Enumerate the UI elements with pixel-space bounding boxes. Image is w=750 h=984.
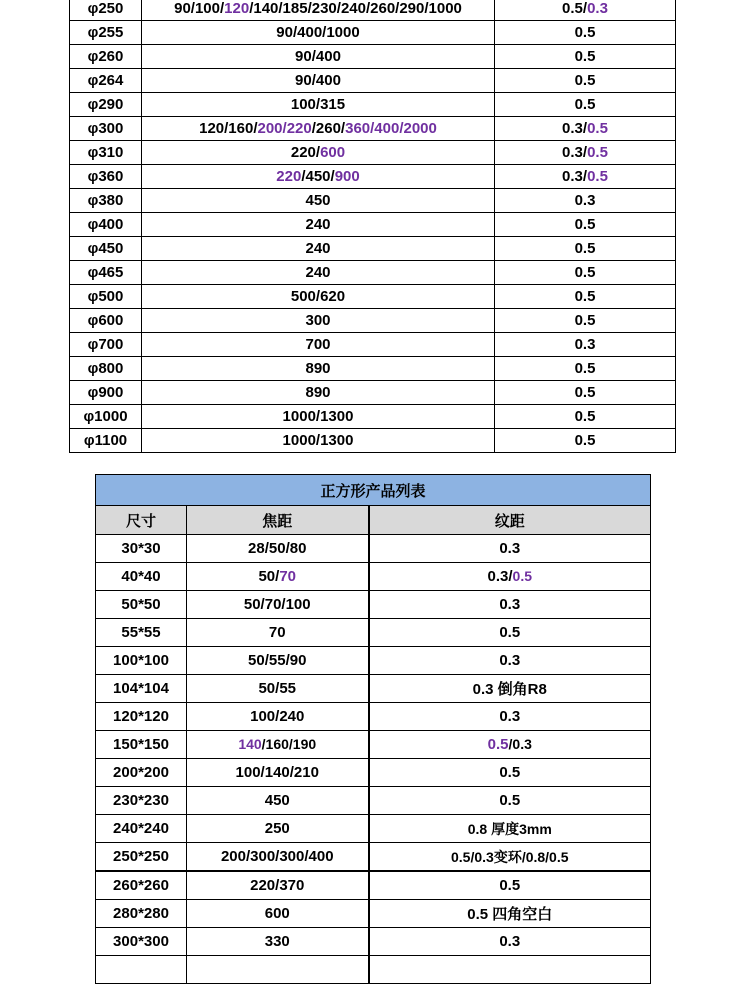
cell-text-segment: 140: [238, 736, 262, 752]
focal-cell: [142, 381, 495, 405]
size-cell: φ465: [70, 261, 142, 285]
pitch-cell: [495, 357, 676, 381]
cell-text-segment: 0.3/: [562, 144, 588, 161]
cell-text-segment: 0.5/0.3变环/0.8/0.5: [451, 848, 569, 865]
pitch-cell: [495, 165, 676, 189]
square-table-title: 正方形产品列表: [96, 475, 651, 506]
cell-text-segment: 700: [305, 336, 331, 353]
cell-text-segment: 0.5: [574, 408, 596, 425]
pitch-cell: [495, 237, 676, 261]
cell-text-segment: 240: [305, 264, 331, 281]
table-row: [70, 93, 676, 117]
cell-text-segment: 1000/1300: [282, 432, 354, 449]
cell-text-segment: 0.5: [574, 96, 596, 113]
cell-text-segment: 890: [305, 360, 331, 377]
table-row: [96, 703, 651, 731]
pitch-cell: [369, 815, 651, 843]
size-cell: φ600: [70, 309, 142, 333]
square-table-header-row: [96, 506, 651, 535]
focal-cell: [187, 871, 369, 900]
square-table-body: [96, 475, 651, 984]
cell-text-segment: 28/50/80: [248, 540, 307, 557]
pitch-cell: [369, 535, 651, 563]
focal-cell: [187, 591, 369, 619]
focal-cell: [142, 69, 495, 93]
cell-text-segment: 0.3: [499, 652, 521, 669]
cell-text-segment: /260/: [311, 120, 346, 137]
size-cell: 50*50: [96, 591, 187, 619]
table-row: [70, 45, 676, 69]
focal-cell: [187, 928, 369, 956]
cell-text-segment: 0.3 倒角R8: [472, 681, 547, 698]
cell-text-segment: 0.5: [512, 568, 533, 584]
table-row: [70, 69, 676, 93]
cell-text-segment: 0.5: [574, 48, 596, 65]
cell-text-segment: 0.5: [499, 792, 521, 809]
table-row: [70, 117, 676, 141]
table-row: [70, 261, 676, 285]
cell-text-segment: 450: [305, 192, 331, 209]
table-row: [70, 165, 676, 189]
cell-text-segment: 0.5: [574, 264, 596, 281]
cell-text-segment: 120/160/: [199, 120, 258, 137]
cell-text-segment: 0.5: [574, 312, 596, 329]
cell-text-segment: 900: [334, 168, 360, 185]
table-row: [96, 900, 651, 928]
focal-cell: [142, 0, 495, 21]
pitch-cell: [369, 619, 651, 647]
size-cell: 104*104: [96, 675, 187, 703]
table-row: [96, 731, 651, 759]
size-cell: 240*240: [96, 815, 187, 843]
table-row: [96, 563, 651, 591]
table-row: [96, 591, 651, 619]
focal-cell: [142, 189, 495, 213]
table-row: [70, 333, 676, 357]
cell-text-segment: 50/70/100: [243, 596, 311, 613]
pitch-cell: [495, 117, 676, 141]
cell-text-segment: 200/220: [257, 120, 312, 137]
table-row: [96, 843, 651, 872]
cell-text-segment: 0.3/: [487, 568, 513, 585]
focal-cell: [142, 213, 495, 237]
focal-cell: [142, 405, 495, 429]
cell-text-segment: 240: [305, 216, 331, 233]
size-cell: φ290: [70, 93, 142, 117]
cell-text-segment: 0.5/: [562, 0, 588, 17]
size-cell: 260*260: [96, 871, 187, 900]
size-cell: 40*40: [96, 563, 187, 591]
focal-cell: [142, 141, 495, 165]
focal-cell: [187, 787, 369, 815]
size-cell: φ1000: [70, 405, 142, 429]
cell-text-segment: 1000/1300: [282, 408, 354, 425]
cell-text-segment: 200/300/300/400: [220, 848, 334, 865]
pitch-cell: [369, 675, 651, 703]
pitch-cell: [369, 900, 651, 928]
size-cell: 150*150: [96, 731, 187, 759]
focal-cell: [142, 357, 495, 381]
cell-text-segment: 50/55/90: [248, 652, 307, 669]
table-row: [70, 309, 676, 333]
cell-text-segment: 90/400/1000: [276, 24, 360, 41]
size-cell: 30*30: [96, 535, 187, 563]
cell-text-segment: 0.3: [499, 540, 521, 557]
cell-text-segment: 70: [279, 568, 297, 585]
cell-text-segment: 100/140/210: [235, 764, 319, 781]
size-cell: φ255: [70, 21, 142, 45]
cell-text-segment: 0.5: [574, 240, 596, 257]
square-table-title-row: [96, 475, 651, 506]
focal-cell: [142, 237, 495, 261]
focal-cell: [142, 165, 495, 189]
focal-cell: [187, 619, 369, 647]
cell-text-segment: 0.5: [499, 764, 521, 781]
pitch-cell: [369, 731, 651, 759]
size-cell: φ700: [70, 333, 142, 357]
pitch-cell: [495, 405, 676, 429]
size-cell: 100*100: [96, 647, 187, 675]
size-cell: φ310: [70, 141, 142, 165]
cell-text-segment: 240: [305, 240, 331, 257]
focal-cell: [142, 261, 495, 285]
cell-text-segment: 0.5: [587, 120, 608, 137]
pitch-cell: [369, 843, 651, 872]
table-row: [70, 285, 676, 309]
size-cell: φ380: [70, 189, 142, 213]
table-row: [70, 213, 676, 237]
cell-text-segment: 100/315: [290, 96, 346, 113]
pitch-cell: [495, 0, 676, 21]
pitch-cell: [369, 563, 651, 591]
table-row: [96, 647, 651, 675]
pitch-cell: [369, 647, 651, 675]
table-row: [96, 619, 651, 647]
pitch-cell: [369, 871, 651, 900]
size-cell: φ264: [70, 69, 142, 93]
pitch-cell: [369, 591, 651, 619]
size-cell: φ260: [70, 45, 142, 69]
cell-text-segment: 0.3: [587, 0, 608, 17]
focal-cell: [142, 21, 495, 45]
cell-text-segment: 0.5: [574, 216, 596, 233]
cell-text-segment: 0.5: [574, 288, 596, 305]
cell-text-segment: 0.5: [499, 624, 521, 641]
cell-text-segment: 90/400: [295, 48, 341, 65]
table-row: [70, 21, 676, 45]
pitch-cell: [495, 309, 676, 333]
focal-cell: [142, 333, 495, 357]
cell-text-segment: 120: [224, 0, 250, 17]
focal-cell: [142, 309, 495, 333]
cell-text-segment: 0.5 四角空白: [467, 906, 553, 923]
table-row: [70, 405, 676, 429]
pitch-cell: [495, 285, 676, 309]
focal-cell: [187, 675, 369, 703]
pitch-cell: [495, 189, 676, 213]
cell-text-segment: /0.3: [508, 736, 532, 752]
cell-text-segment: /450/: [301, 168, 335, 185]
table-row: [96, 675, 651, 703]
focal-cell: [187, 843, 369, 872]
table-row: [70, 189, 676, 213]
cell-text-segment: 0.3: [574, 192, 596, 209]
cell-text-segment: 450: [264, 792, 290, 809]
table-row: [96, 815, 651, 843]
size-cell: φ400: [70, 213, 142, 237]
focal-cell: [187, 563, 369, 591]
cell-text-segment: 220/370: [250, 877, 305, 894]
table-row: [70, 141, 676, 165]
square-products-table: [95, 474, 651, 984]
cell-text-segment: 0.3: [499, 933, 521, 950]
size-cell: 120*120: [96, 703, 187, 731]
pitch-cell: [495, 141, 676, 165]
table-row: [96, 759, 651, 787]
round-table-body: [70, 0, 676, 453]
pitch-cell: [369, 928, 651, 956]
cell-text-segment: 100/240: [250, 708, 305, 725]
pitch-cell: [495, 69, 676, 93]
cell-text-segment: 0.5: [574, 432, 596, 449]
cell-text-segment: 0.5: [574, 24, 596, 41]
table-row: [96, 871, 651, 900]
cell-text-segment: 220: [276, 168, 302, 185]
focal-cell: [187, 731, 369, 759]
pitch-cell: [495, 429, 676, 453]
size-cell: φ300: [70, 117, 142, 141]
table-row: [70, 357, 676, 381]
cell-text-segment: 0.3/: [562, 120, 588, 137]
cell-text-segment: 0.3: [499, 708, 521, 725]
table-row: [96, 535, 651, 563]
round-products-table: [69, 0, 676, 453]
cell-text-segment: /160/190: [261, 736, 317, 752]
size-cell: 200*200: [96, 759, 187, 787]
cell-text-segment: 50/55: [258, 680, 297, 697]
cell-text-segment: /140/185/230/240/260/290/1000: [249, 0, 462, 17]
cell-text-segment: 250: [264, 820, 290, 837]
focal-cell: [142, 285, 495, 309]
cell-text-segment: 0.3: [574, 336, 596, 353]
cell-text-segment: 600: [320, 144, 346, 161]
table-row: [70, 429, 676, 453]
cell-text-segment: 0.8 厚度3mm: [467, 820, 552, 837]
table-row: [70, 237, 676, 261]
focal-cell: [187, 815, 369, 843]
cell-text-segment: 330: [264, 933, 290, 950]
pitch-cell: [495, 93, 676, 117]
size-cell: φ1100: [70, 429, 142, 453]
header-pitch: 纹距: [369, 506, 651, 535]
header-focal: 焦距: [187, 506, 369, 535]
size-cell: φ250: [70, 0, 142, 21]
size-cell: φ900: [70, 381, 142, 405]
cell-text-segment: 220/: [290, 144, 321, 161]
size-cell: 280*280: [96, 900, 187, 928]
pitch-cell: [369, 787, 651, 815]
cell-text-segment: 50/: [258, 568, 280, 585]
focal-cell: [187, 900, 369, 928]
header-size: 尺寸: [96, 506, 187, 535]
cell-text-segment: 0.5: [499, 877, 521, 894]
focal-cell: [142, 93, 495, 117]
pitch-cell: [495, 333, 676, 357]
pitch-cell: [369, 759, 651, 787]
pitch-cell: [495, 21, 676, 45]
size-cell: φ360: [70, 165, 142, 189]
cell-text-segment: 0.5: [574, 72, 596, 89]
focal-cell: [142, 45, 495, 69]
focal-cell: [142, 429, 495, 453]
focal-cell: [187, 535, 369, 563]
cell-text-segment: 0.3/: [562, 168, 588, 185]
cell-text-segment: 90/400: [295, 72, 341, 89]
cell-text-segment: 90/100/: [174, 0, 225, 17]
size-cell: φ450: [70, 237, 142, 261]
size-cell: 230*230: [96, 787, 187, 815]
pitch-cell: [495, 45, 676, 69]
size-cell: φ800: [70, 357, 142, 381]
focal-cell: [187, 647, 369, 675]
size-cell: 250*250: [96, 843, 187, 872]
table-row: [70, 381, 676, 405]
pitch-cell: [495, 213, 676, 237]
size-cell: 300*300: [96, 928, 187, 956]
cell-text-segment: 0.5: [574, 360, 596, 377]
table-row: [96, 928, 651, 956]
cell-text-segment: 0.3: [499, 596, 521, 613]
cell-text-segment: 0.5: [587, 144, 608, 161]
cell-text-segment: 600: [264, 905, 290, 922]
cell-text-segment: 0.5: [587, 168, 608, 185]
pitch-cell: [495, 261, 676, 285]
focal-cell: [187, 759, 369, 787]
focal-cell: [142, 117, 495, 141]
size-cell: φ500: [70, 285, 142, 309]
focal-cell: [187, 703, 369, 731]
table-row: [96, 787, 651, 815]
table-row: [70, 0, 676, 21]
cell-text-segment: 500/620: [290, 288, 346, 305]
cell-text-segment: 890: [305, 384, 331, 401]
cell-text-segment: 300: [305, 312, 331, 329]
pitch-cell: [369, 703, 651, 731]
pitch-cell: [495, 381, 676, 405]
cell-text-segment: 0.5: [487, 736, 509, 753]
cell-text-segment: 70: [268, 624, 286, 641]
size-cell: 55*55: [96, 619, 187, 647]
cell-text-segment: 0.5: [574, 384, 596, 401]
cell-text-segment: 360/400/2000: [345, 120, 437, 137]
